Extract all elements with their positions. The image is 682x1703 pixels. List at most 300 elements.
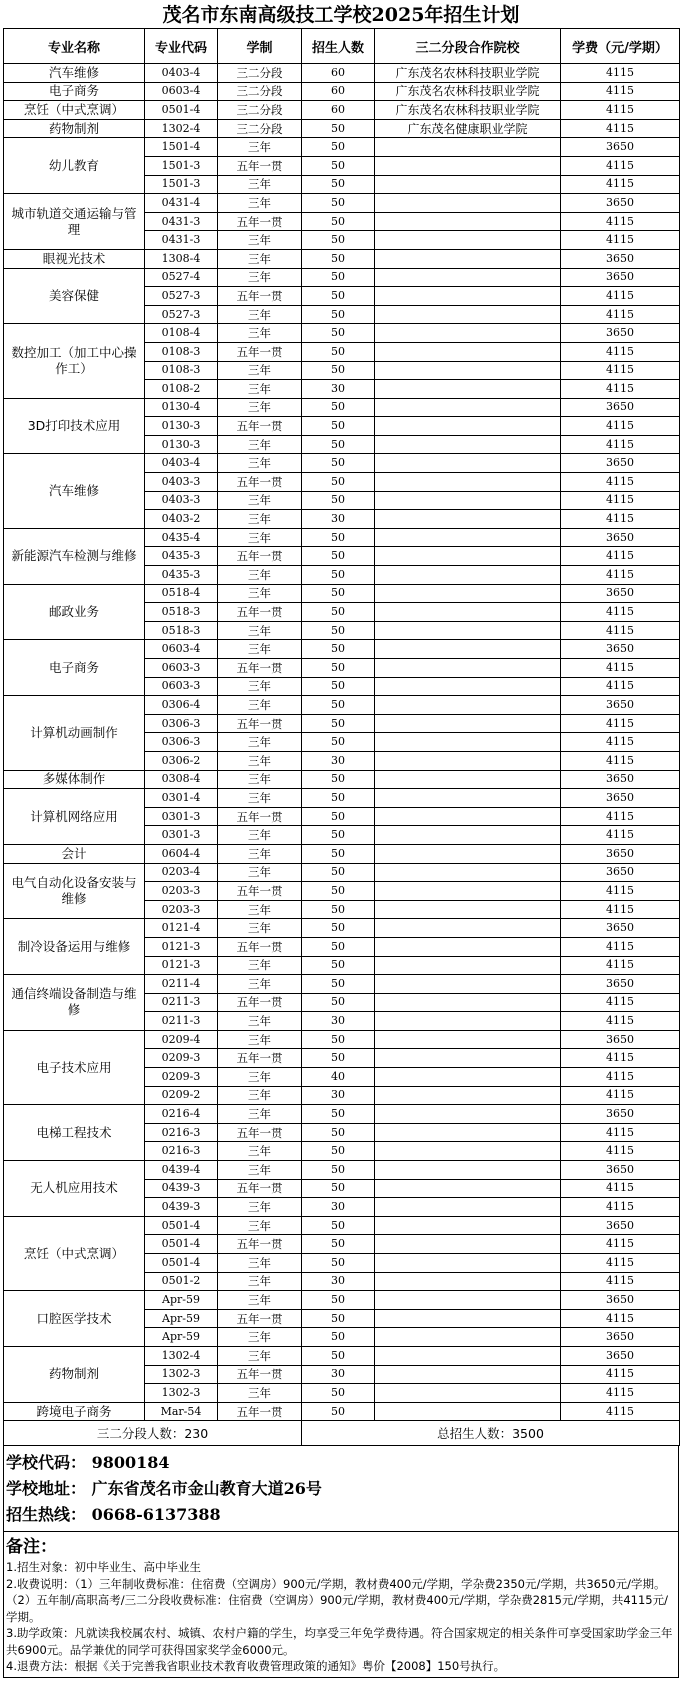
- partner-college-cell: [375, 993, 561, 1012]
- partner-college-cell: [375, 733, 561, 752]
- major-code-cell: 0518-4: [145, 584, 218, 603]
- partner-college-cell: [375, 342, 561, 361]
- partner-college-cell: [375, 937, 561, 956]
- partner-college-cell: 广东茂名农林科技职业学院: [375, 101, 561, 120]
- partner-college-cell: [375, 826, 561, 845]
- major-code-cell: 0209-3: [145, 1049, 218, 1068]
- quota-cell: 50: [302, 119, 375, 138]
- major-code-cell: 0439-3: [145, 1198, 218, 1217]
- duration-cell: 三年: [218, 1216, 302, 1235]
- duration-cell: 三年: [218, 733, 302, 752]
- major-code-cell: 0211-3: [145, 1012, 218, 1031]
- partner-college-cell: [375, 882, 561, 901]
- table-row: [4, 640, 680, 659]
- tuition-cell: 4115: [561, 417, 680, 436]
- quota-cell: 50: [302, 1254, 375, 1273]
- table-row: [4, 789, 680, 808]
- quota-cell: 50: [302, 733, 375, 752]
- header-partner-college: 三二分段合作院校: [375, 29, 561, 64]
- duration-cell: 三年: [218, 1030, 302, 1049]
- major-code-cell: 0306-4: [145, 696, 218, 715]
- duration-cell: 三年: [218, 1198, 302, 1217]
- quota-cell: 50: [302, 454, 375, 473]
- tuition-cell: 4115: [561, 231, 680, 250]
- tuition-cell: 4115: [561, 1068, 680, 1087]
- quota-cell: 30: [302, 1086, 375, 1105]
- major-code-cell: 1302-3: [145, 1365, 218, 1384]
- tuition-cell: 4115: [561, 1086, 680, 1105]
- quota-cell: 60: [302, 64, 375, 83]
- major-code-cell: 1501-4: [145, 138, 218, 157]
- duration-cell: 五年一贯: [218, 1402, 302, 1421]
- major-code-cell: 0431-4: [145, 194, 218, 213]
- tuition-cell: 4115: [561, 305, 680, 324]
- partner-college-cell: [375, 863, 561, 882]
- major-code-cell: 0431-3: [145, 212, 218, 231]
- tuition-cell: 3650: [561, 1105, 680, 1124]
- major-code-cell: 0130-4: [145, 398, 218, 417]
- major-code-cell: 1501-3: [145, 156, 218, 175]
- quota-cell: 50: [302, 863, 375, 882]
- duration-cell: 五年一贯: [218, 1309, 302, 1328]
- major-name-cell: 跨境电子商务: [4, 1402, 145, 1421]
- partner-college-cell: 广东茂名农林科技职业学院: [375, 82, 561, 101]
- major-name-cell: 制冷设备运用与维修: [4, 919, 145, 975]
- major-code-cell: 0435-3: [145, 547, 218, 566]
- tuition-cell: 4115: [561, 1365, 680, 1384]
- duration-cell: 五年一贯: [218, 417, 302, 436]
- table-row: [4, 1030, 680, 1049]
- table-row: [4, 249, 680, 268]
- tuition-cell: 3650: [561, 696, 680, 715]
- quota-cell: 50: [302, 603, 375, 622]
- duration-cell: 三年: [218, 844, 302, 863]
- duration-cell: 三年: [218, 1142, 302, 1161]
- major-code-cell: 0435-4: [145, 528, 218, 547]
- tuition-cell: 4115: [561, 547, 680, 566]
- tuition-cell: 4115: [561, 473, 680, 492]
- quota-cell: 50: [302, 993, 375, 1012]
- partner-college-cell: [375, 380, 561, 399]
- major-name-cell: 药物制剂: [4, 119, 145, 138]
- duration-cell: 三年: [218, 380, 302, 399]
- major-code-cell: 0603-4: [145, 640, 218, 659]
- duration-cell: 五年一贯: [218, 342, 302, 361]
- table-row: [4, 584, 680, 603]
- duration-cell: 三年: [218, 1291, 302, 1310]
- tuition-cell: 4115: [561, 882, 680, 901]
- major-name-cell: 电子商务: [4, 82, 145, 101]
- duration-cell: 三年: [218, 510, 302, 529]
- partner-college-cell: [375, 1346, 561, 1365]
- duration-cell: 三年: [218, 1068, 302, 1087]
- quota-cell: 50: [302, 696, 375, 715]
- enrollment-plan-page: [3, 0, 679, 1678]
- partner-college-cell: [375, 640, 561, 659]
- quota-cell: 60: [302, 101, 375, 120]
- partner-college-cell: [375, 435, 561, 454]
- major-code-cell: 0211-4: [145, 975, 218, 994]
- quota-cell: 50: [302, 398, 375, 417]
- major-code-cell: 1302-4: [145, 1346, 218, 1365]
- tuition-cell: 3650: [561, 584, 680, 603]
- quota-cell: 50: [302, 1328, 375, 1347]
- major-code-cell: 0527-3: [145, 305, 218, 324]
- tuition-cell: 4115: [561, 1049, 680, 1068]
- quota-cell: 50: [302, 1179, 375, 1198]
- major-name-cell: 汽车维修: [4, 454, 145, 528]
- tuition-cell: 4115: [561, 82, 680, 101]
- quota-cell: 50: [302, 1216, 375, 1235]
- partner-college-cell: [375, 677, 561, 696]
- tuition-cell: 3650: [561, 398, 680, 417]
- quota-cell: 60: [302, 82, 375, 101]
- major-name-cell: 烹饪（中式烹调）: [4, 1216, 145, 1290]
- duration-cell: 三年: [218, 696, 302, 715]
- major-code-cell: 0108-2: [145, 380, 218, 399]
- tuition-cell: 4115: [561, 566, 680, 585]
- tuition-cell: 3650: [561, 1291, 680, 1310]
- tuition-cell: 4115: [561, 156, 680, 175]
- partner-college-cell: [375, 751, 561, 770]
- major-code-cell: 0301-3: [145, 826, 218, 845]
- partner-college-cell: [375, 1030, 561, 1049]
- table-row: [4, 398, 680, 417]
- duration-cell: 三年: [218, 249, 302, 268]
- partner-college-cell: [375, 212, 561, 231]
- quota-cell: 50: [302, 268, 375, 287]
- school-code: 学校代码： 9800184: [6, 1453, 170, 1473]
- major-code-cell: Mar-54: [145, 1402, 218, 1421]
- partner-college-cell: [375, 696, 561, 715]
- major-code-cell: 0501-4: [145, 1254, 218, 1273]
- quota-cell: 50: [302, 156, 375, 175]
- partner-college-cell: [375, 473, 561, 492]
- quota-cell: 50: [302, 324, 375, 343]
- table-row: [4, 975, 680, 994]
- tuition-cell: 3650: [561, 844, 680, 863]
- tuition-cell: 3650: [561, 194, 680, 213]
- duration-cell: 三年: [218, 1272, 302, 1291]
- major-code-cell: Apr-59: [145, 1291, 218, 1310]
- tuition-cell: 3650: [561, 528, 680, 547]
- tuition-cell: 4115: [561, 1012, 680, 1031]
- duration-cell: 三年: [218, 621, 302, 640]
- tuition-cell: 4115: [561, 733, 680, 752]
- major-code-cell: 0216-3: [145, 1142, 218, 1161]
- major-code-cell: 0203-4: [145, 863, 218, 882]
- major-code-cell: 0435-3: [145, 566, 218, 585]
- quota-cell: 50: [302, 231, 375, 250]
- major-code-cell: 0121-3: [145, 956, 218, 975]
- quota-cell: 50: [302, 640, 375, 659]
- partner-college-cell: [375, 807, 561, 826]
- major-code-cell: 0108-3: [145, 361, 218, 380]
- quota-cell: 50: [302, 473, 375, 492]
- tuition-cell: 3650: [561, 249, 680, 268]
- tuition-cell: 3650: [561, 1216, 680, 1235]
- tuition-cell: 4115: [561, 714, 680, 733]
- duration-cell: 三二分段: [218, 101, 302, 120]
- duration-cell: 三年: [218, 900, 302, 919]
- quota-cell: 50: [302, 175, 375, 194]
- quota-cell: 50: [302, 1030, 375, 1049]
- major-code-cell: 0527-3: [145, 287, 218, 306]
- quota-cell: 50: [302, 975, 375, 994]
- tuition-cell: 4115: [561, 937, 680, 956]
- partner-college-cell: [375, 900, 561, 919]
- duration-cell: 五年一贯: [218, 1049, 302, 1068]
- duration-cell: 三二分段: [218, 64, 302, 83]
- major-code-cell: 0301-3: [145, 807, 218, 826]
- tuition-cell: 4115: [561, 751, 680, 770]
- table-row: [4, 138, 680, 157]
- duration-cell: 五年一贯: [218, 287, 302, 306]
- duration-cell: 三年: [218, 751, 302, 770]
- admission-hotline: 招生热线： 0668-6137388: [6, 1505, 221, 1525]
- major-code-cell: 0108-4: [145, 324, 218, 343]
- tuition-cell: 3650: [561, 1328, 680, 1347]
- tuition-cell: 4115: [561, 1142, 680, 1161]
- partner-college-cell: [375, 398, 561, 417]
- partner-college-cell: [375, 1365, 561, 1384]
- quota-cell: 30: [302, 1272, 375, 1291]
- overall-total: 总招生人数：3500: [302, 1421, 680, 1446]
- quota-cell: 50: [302, 566, 375, 585]
- duration-cell: 三年: [218, 640, 302, 659]
- partner-college-cell: [375, 1179, 561, 1198]
- tuition-cell: 4115: [561, 621, 680, 640]
- quota-cell: 50: [302, 342, 375, 361]
- quota-cell: 50: [302, 770, 375, 789]
- major-code-cell: 0209-2: [145, 1086, 218, 1105]
- major-code-cell: 1302-3: [145, 1384, 218, 1403]
- major-code-cell: 0403-4: [145, 64, 218, 83]
- partner-college-cell: [375, 249, 561, 268]
- table-row: [4, 1402, 680, 1421]
- duration-cell: 五年一贯: [218, 212, 302, 231]
- quota-cell: 50: [302, 287, 375, 306]
- quota-cell: 50: [302, 528, 375, 547]
- major-name-cell: 烹饪（中式烹调）: [4, 101, 145, 120]
- tuition-cell: 4115: [561, 435, 680, 454]
- major-name-cell: 城市轨道交通运输与管理: [4, 194, 145, 250]
- partner-college-cell: [375, 194, 561, 213]
- quota-cell: 30: [302, 1198, 375, 1217]
- duration-cell: 五年一贯: [218, 659, 302, 678]
- duration-cell: 五年一贯: [218, 993, 302, 1012]
- major-name-cell: 3D打印技术应用: [4, 398, 145, 454]
- partner-college-cell: [375, 844, 561, 863]
- major-code-cell: 0603-3: [145, 659, 218, 678]
- major-code-cell: 0130-3: [145, 417, 218, 436]
- tuition-cell: 4115: [561, 1309, 680, 1328]
- note-line: 1.招生对象：初中毕业生、高中毕业生: [6, 1560, 201, 1575]
- partner-college-cell: [375, 1402, 561, 1421]
- duration-cell: 五年一贯: [218, 547, 302, 566]
- quota-cell: 50: [302, 138, 375, 157]
- duration-cell: 三二分段: [218, 119, 302, 138]
- tuition-cell: 4115: [561, 900, 680, 919]
- tuition-cell: 4115: [561, 1235, 680, 1254]
- tuition-cell: 3650: [561, 1161, 680, 1180]
- tuition-cell: 4115: [561, 603, 680, 622]
- tuition-cell: 3650: [561, 919, 680, 938]
- quota-cell: 50: [302, 1123, 375, 1142]
- major-name-cell: 药物制剂: [4, 1346, 145, 1402]
- major-code-cell: Apr-59: [145, 1328, 218, 1347]
- major-code-cell: 0403-2: [145, 510, 218, 529]
- notes-title: 备注：: [6, 1537, 57, 1558]
- partner-college-cell: [375, 324, 561, 343]
- major-code-cell: 0603-3: [145, 677, 218, 696]
- tuition-cell: 3650: [561, 324, 680, 343]
- quota-cell: 40: [302, 1068, 375, 1087]
- quota-cell: 30: [302, 1365, 375, 1384]
- partner-college-cell: [375, 1198, 561, 1217]
- duration-cell: 五年一贯: [218, 882, 302, 901]
- table-row: [4, 1216, 680, 1235]
- major-code-cell: 0501-4: [145, 1216, 218, 1235]
- partner-college-cell: [375, 1049, 561, 1068]
- partner-college-cell: [375, 1384, 561, 1403]
- partner-college-cell: [375, 975, 561, 994]
- major-code-cell: 1501-3: [145, 175, 218, 194]
- duration-cell: 三年: [218, 1346, 302, 1365]
- duration-cell: 三年: [218, 1328, 302, 1347]
- tuition-cell: 4115: [561, 510, 680, 529]
- major-name-cell: 幼儿教育: [4, 138, 145, 194]
- tuition-cell: 3650: [561, 640, 680, 659]
- tuition-cell: 4115: [561, 287, 680, 306]
- partner-college-cell: [375, 1161, 561, 1180]
- header-duration: 学制: [218, 29, 302, 64]
- major-name-cell: 多媒体制作: [4, 770, 145, 789]
- duration-cell: 三年: [218, 826, 302, 845]
- quota-cell: 50: [302, 621, 375, 640]
- partner-college-cell: [375, 547, 561, 566]
- school-info: [3, 1446, 679, 1532]
- partner-college-cell: [375, 1291, 561, 1310]
- major-name-cell: 计算机动画制作: [4, 696, 145, 770]
- tuition-cell: 4115: [561, 1402, 680, 1421]
- quota-cell: 50: [302, 807, 375, 826]
- partner-college-cell: [375, 1235, 561, 1254]
- table-body: [4, 64, 680, 1421]
- duration-cell: 三年: [218, 1254, 302, 1273]
- duration-cell: 五年一贯: [218, 1179, 302, 1198]
- tuition-cell: 4115: [561, 342, 680, 361]
- note-line: 2.收费说明：（1）三年制收费标准：住宿费（空调房）900元/学期，教材费400元/学期，学杂费2350元/学期，共3650元/学期。（2）五年制/高职高考/三二分段收费标准：住宿费（空调房）900元/学期，教材费400元/学期，学杂费2815元/学期，共4115元/学期。: [6, 1576, 668, 1624]
- tuition-cell: 3650: [561, 1346, 680, 1365]
- partner-college-cell: [375, 156, 561, 175]
- major-code-cell: 0121-3: [145, 937, 218, 956]
- duration-cell: 三年: [218, 1384, 302, 1403]
- note-line: 3.助学政策：凡就读我校属农村、城镇、农村户籍的学生，均享受三年免学费待遇。符合国家规定的相关条件可享受国家助学金三年共6900元。品学兼优的同学可获得国家奖学金6000元。: [6, 1626, 673, 1657]
- tuition-cell: 3650: [561, 975, 680, 994]
- quota-cell: 50: [302, 212, 375, 231]
- duration-cell: 五年一贯: [218, 473, 302, 492]
- quota-cell: 50: [302, 826, 375, 845]
- duration-cell: 三年: [218, 435, 302, 454]
- tuition-cell: 4115: [561, 1254, 680, 1273]
- duration-cell: 三年: [218, 231, 302, 250]
- duration-cell: 三年: [218, 919, 302, 938]
- major-code-cell: 0603-4: [145, 82, 218, 101]
- quota-cell: 50: [302, 361, 375, 380]
- major-code-cell: 0306-3: [145, 714, 218, 733]
- duration-cell: 三年: [218, 1012, 302, 1031]
- duration-cell: 三年: [218, 454, 302, 473]
- major-code-cell: Apr-59: [145, 1309, 218, 1328]
- school-address: 学校地址： 广东省茂名市金山教育大道26号: [6, 1479, 322, 1499]
- major-name-cell: 通信终端设备制造与维修: [4, 975, 145, 1031]
- major-code-cell: 0301-4: [145, 789, 218, 808]
- note-line: 4.退费方法：根据《关于完善我省职业技术教育收费管理政策的通知》粤价【2008】150号执行。: [6, 1659, 506, 1674]
- quota-cell: 50: [302, 1161, 375, 1180]
- quota-cell: 50: [302, 659, 375, 678]
- major-code-cell: 0203-3: [145, 900, 218, 919]
- quota-cell: 50: [302, 677, 375, 696]
- table-row: [4, 1161, 680, 1180]
- duration-cell: 五年一贯: [218, 714, 302, 733]
- major-name-cell: 电子技术应用: [4, 1030, 145, 1104]
- header-tuition: 学费（元/学期）: [561, 29, 680, 64]
- tuition-cell: 3650: [561, 138, 680, 157]
- quota-cell: 30: [302, 380, 375, 399]
- major-code-cell: 0439-3: [145, 1179, 218, 1198]
- duration-cell: 五年一贯: [218, 603, 302, 622]
- partner-college-cell: [375, 1012, 561, 1031]
- tuition-cell: 4115: [561, 64, 680, 83]
- table-row: [4, 268, 680, 287]
- header-major-name: 专业名称: [4, 29, 145, 64]
- duration-cell: 三年: [218, 491, 302, 510]
- quota-cell: 50: [302, 1235, 375, 1254]
- partner-college-cell: [375, 361, 561, 380]
- partner-college-cell: [375, 1105, 561, 1124]
- major-name-cell: 眼视光技术: [4, 249, 145, 268]
- table-row: [4, 82, 680, 101]
- tuition-cell: 4115: [561, 175, 680, 194]
- major-name-cell: 邮政业务: [4, 584, 145, 640]
- duration-cell: 五年一贯: [218, 937, 302, 956]
- table-row: [4, 101, 680, 120]
- partner-college-cell: [375, 1086, 561, 1105]
- quota-cell: 50: [302, 882, 375, 901]
- table-row: [4, 1346, 680, 1365]
- duration-cell: 五年一贯: [218, 807, 302, 826]
- major-code-cell: 0209-4: [145, 1030, 218, 1049]
- quota-cell: 30: [302, 510, 375, 529]
- tuition-cell: 4115: [561, 212, 680, 231]
- partner-college-cell: [375, 491, 561, 510]
- duration-cell: 三年: [218, 528, 302, 547]
- major-code-cell: 0209-3: [145, 1068, 218, 1087]
- table-row: [4, 454, 680, 473]
- table-header-row: [4, 29, 680, 64]
- partner-college-cell: [375, 956, 561, 975]
- partner-college-cell: [375, 1142, 561, 1161]
- quota-cell: 50: [302, 789, 375, 808]
- partner-college-cell: [375, 231, 561, 250]
- partner-college-cell: [375, 789, 561, 808]
- quota-cell: 50: [302, 305, 375, 324]
- tuition-cell: 4115: [561, 1384, 680, 1403]
- major-name-cell: 电梯工程技术: [4, 1105, 145, 1161]
- quota-cell: 50: [302, 844, 375, 863]
- quota-cell: 50: [302, 937, 375, 956]
